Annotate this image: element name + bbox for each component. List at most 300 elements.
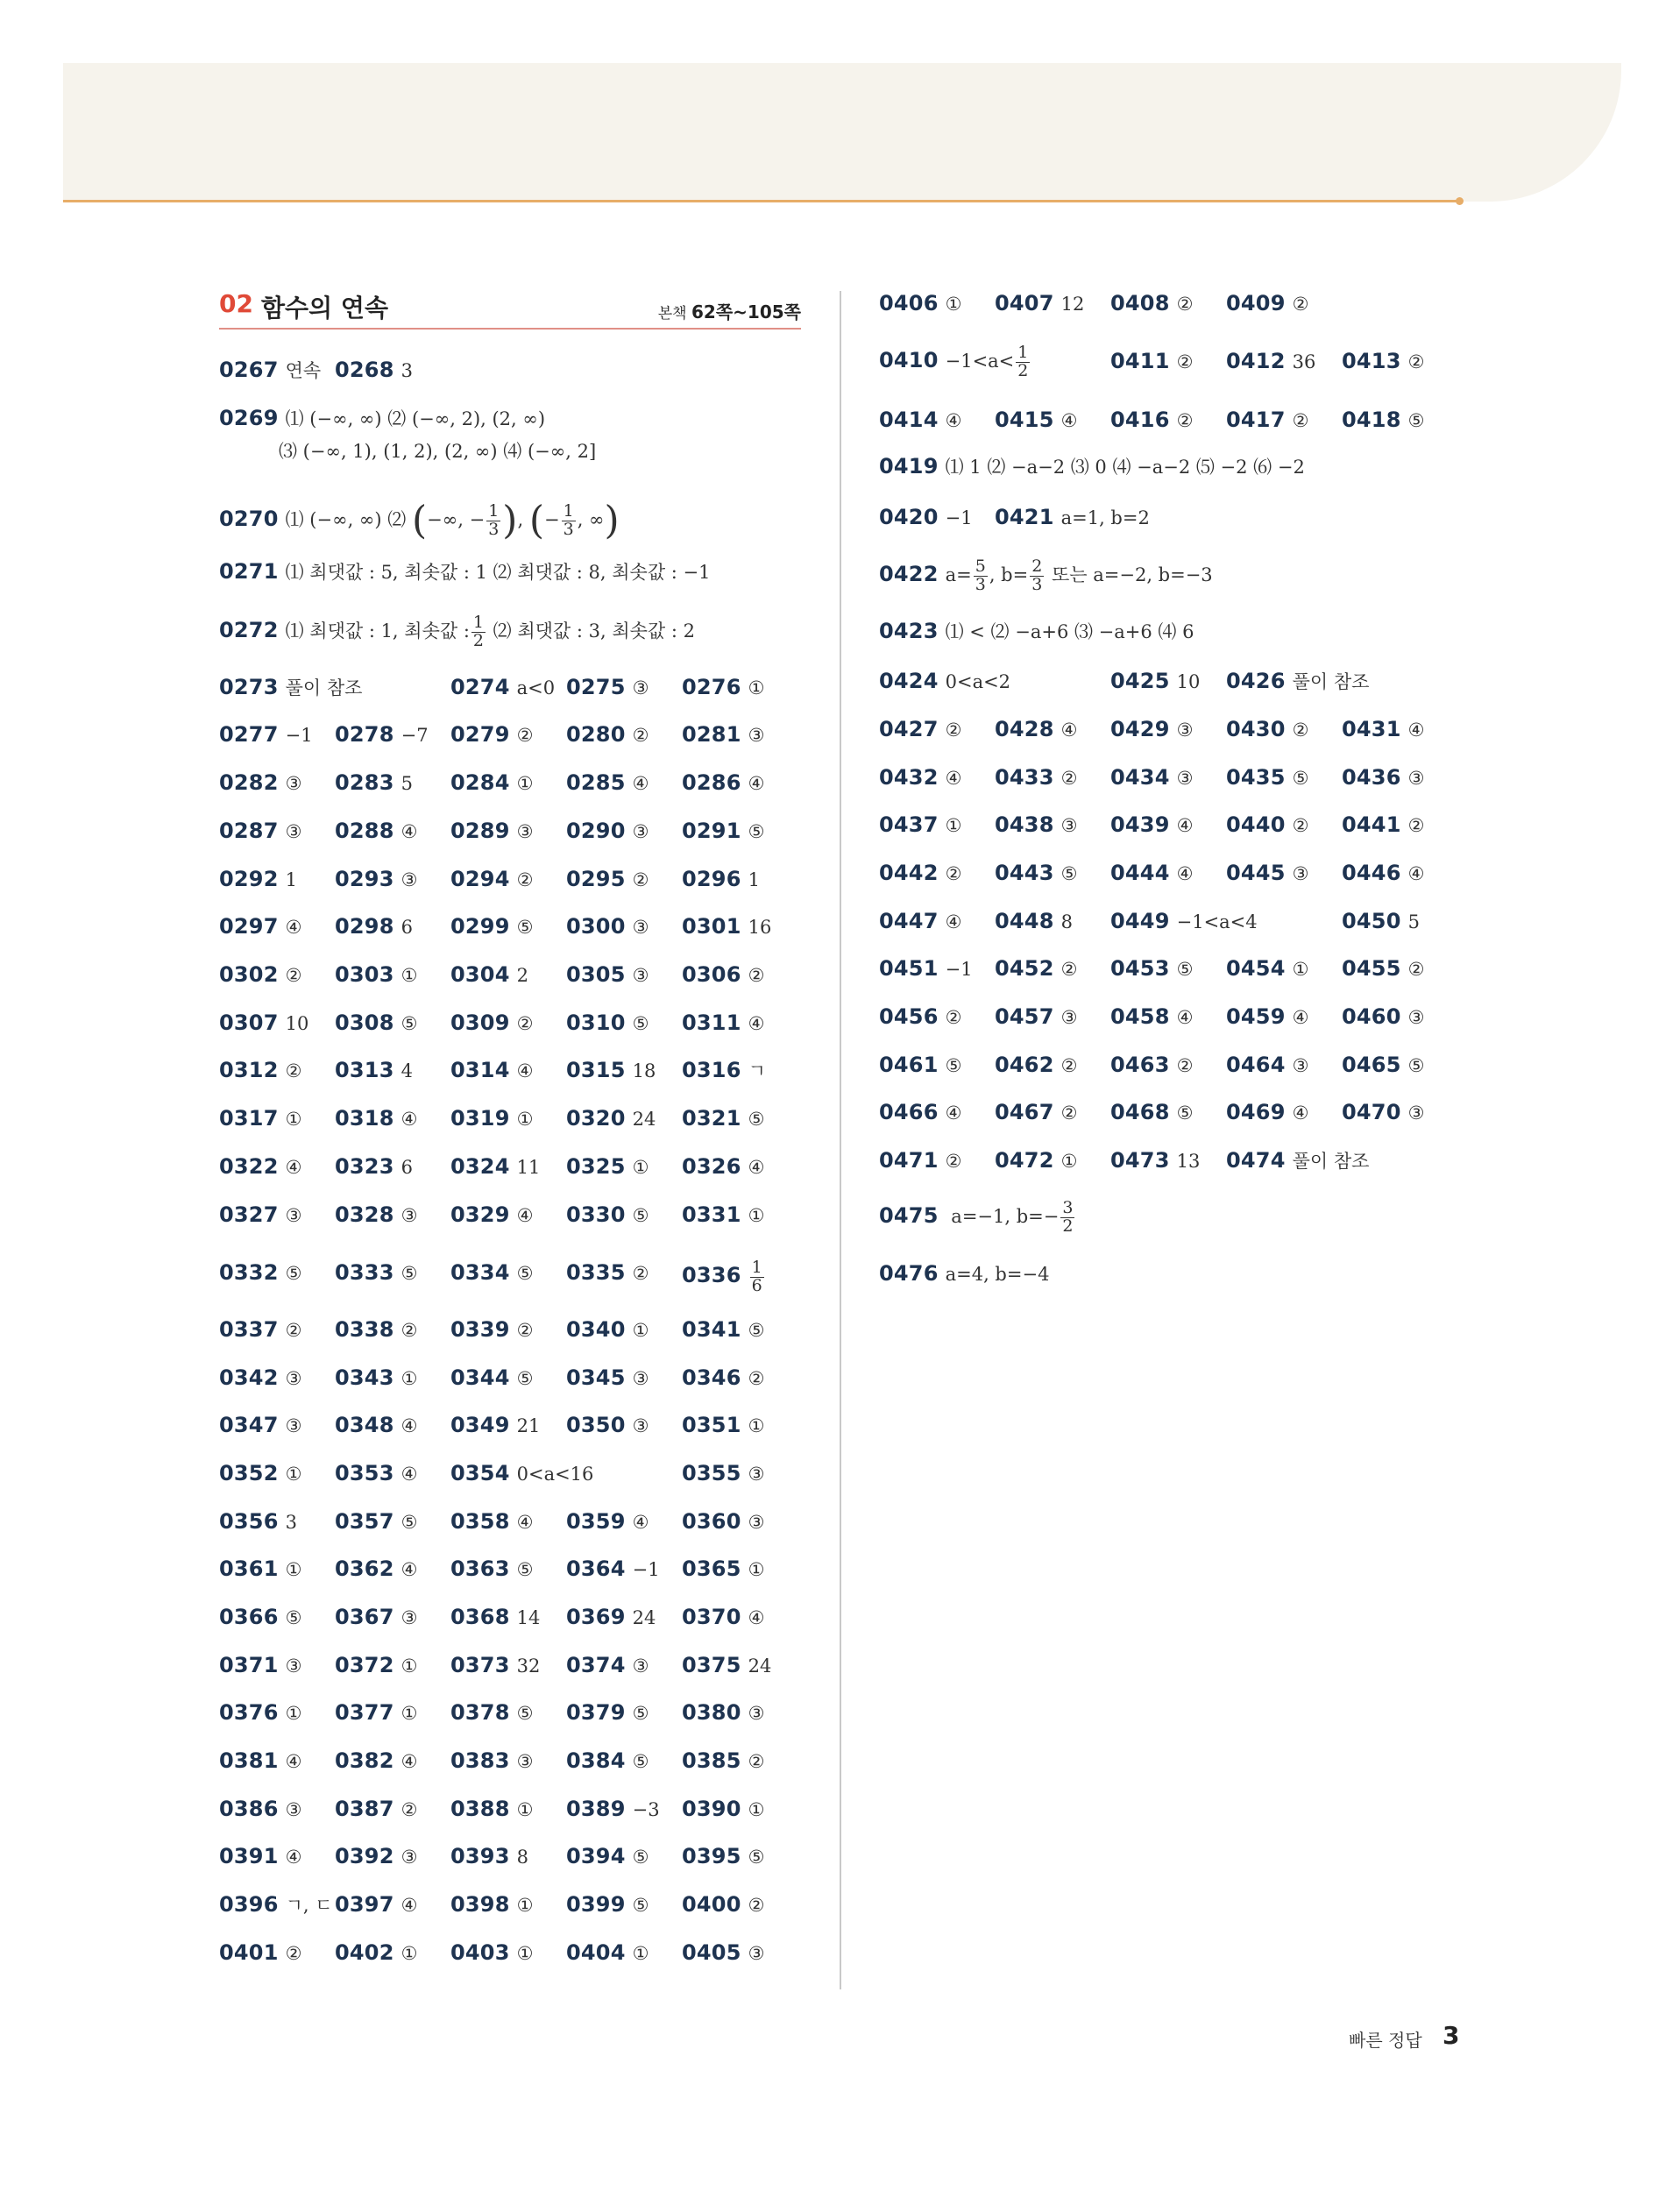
answer-entry [682,1511,764,1532]
answer-text: 3 [285,1512,297,1533]
answer-entry [335,820,417,841]
answer-entry [1226,1102,1308,1123]
problem-number: 0458 [1110,1004,1170,1029]
problem-number: 0355 [682,1461,741,1485]
answer-text: −1 [945,959,973,980]
fraction [562,503,576,539]
answer-text: ① [632,1157,649,1178]
answer-text: −1 [285,725,313,746]
problem-number: 0413 [1342,349,1401,373]
answer-entry [1110,719,1193,740]
column-divider [840,291,841,1989]
answer-entry [682,916,771,937]
close-paren-glyph: ) [604,498,620,543]
answer-text: ⑤ [945,1055,962,1076]
answer-entry-0336 [682,1253,766,1298]
open-paren-glyph: ( [411,498,428,543]
answer-text: 풀이 참조 [1292,671,1370,692]
problem-number: 0354 [450,1461,510,1485]
section-ref-prefix: 본책 [657,305,687,323]
answer-entry [682,1894,764,1915]
answer-text: ④ [748,773,765,794]
answer-text: ④ [945,1103,962,1124]
answer-entry [1110,409,1193,430]
answer-entry [879,293,961,314]
interval-part-a: −∞, − [427,509,486,530]
answer-entry [219,869,297,890]
answer-text: ② [1060,1103,1078,1124]
problem-number: 0307 [219,1010,279,1035]
answer-text: ⑤ [516,1263,534,1284]
problem-number: 0409 [1226,291,1286,316]
answer-entry [682,724,764,745]
problem-number: 0423 [879,619,939,643]
problem-number: 0345 [566,1365,626,1390]
answer-entry [879,767,961,788]
answer-text: 24 [632,1607,656,1628]
answer-entry [335,1846,417,1867]
answer-text: ② [1060,1055,1078,1076]
denominator: 2 [1017,361,1029,380]
problem-number: 0285 [566,770,626,795]
problem-number: 0379 [566,1700,626,1725]
answer-entry [995,409,1077,430]
answer-text: ① [285,1109,302,1130]
problem-number: 0394 [566,1844,626,1868]
answer-entry [335,1558,417,1579]
answer-text: ③ [285,1415,302,1436]
problem-number: 0313 [335,1058,394,1082]
answer-entry [995,862,1077,883]
answer-entry [566,820,649,841]
answer-entry [450,1702,533,1723]
problem-number: 0457 [995,1004,1054,1029]
answer-entry [879,1150,961,1171]
problem-number: 0426 [1226,669,1286,693]
answer-entry [566,724,649,745]
answer-entry [219,1204,301,1225]
problem-number: 0352 [219,1461,279,1485]
answer-entry [682,1108,764,1129]
answer-text: ① [632,1943,649,1964]
answer-entry [450,1558,533,1579]
answer-text: ① [401,965,418,986]
problem-number: 0434 [1110,765,1170,790]
answer-entry [219,1319,301,1340]
problem-number: 0452 [995,956,1054,981]
problem-number: 0465 [1342,1053,1401,1077]
answer-entry [1226,814,1308,835]
answer-text-part1: a= [945,564,972,585]
answer-text: ① [401,1943,418,1964]
answer-entry [450,1367,533,1388]
problem-number: 0387 [335,1797,394,1821]
answer-text: −7 [401,725,429,746]
problem-number: 0273 [219,675,279,699]
answer-entry [682,1798,764,1819]
problem-number: 0317 [219,1106,279,1131]
problem-number: 0470 [1342,1100,1401,1124]
problem-number: 0435 [1226,765,1286,790]
problem-number: 0362 [335,1556,394,1581]
answer-entry [682,1606,764,1627]
answer-text: ③ [1176,768,1194,789]
answer-entry [219,1558,301,1579]
problem-number: 0318 [335,1106,394,1131]
answer-text: ② [1407,815,1425,836]
answer-text: ② [632,869,649,890]
problem-number: 0400 [682,1892,741,1917]
problem-number: 0440 [1226,812,1286,837]
answer-entry [995,958,1077,979]
answer-text: ④ [1060,720,1078,741]
answer-text: ⑤ [285,1263,302,1284]
answer-text: ② [1176,1055,1194,1076]
answer-entry [879,814,961,835]
answer-text: 13 [1176,1151,1201,1172]
problem-number: 0445 [1226,861,1286,885]
answer-text: ① [516,1799,534,1820]
answer-text: 10 [1176,671,1201,692]
answer-text: 8 [516,1847,528,1868]
problem-number: 0340 [566,1317,626,1342]
answer-entry [219,1846,301,1867]
problem-number: 0299 [450,914,510,939]
answer-text: ⑤ [632,1847,649,1868]
answer-entry [682,677,764,698]
problem-number: 0283 [335,770,394,795]
interval-part-h: , ∞ [577,509,605,530]
problem-number: 0407 [995,291,1054,316]
problem-number: 0327 [219,1202,279,1227]
answer-text: ⑴ < ⑵ −a+6 ⑶ −a+6 ⑷ 6 [945,621,1194,642]
answer-text: ② [1176,410,1194,431]
answer-entry [879,1006,961,1027]
answer-entry [219,724,313,745]
answer-entry-0422 [879,552,1213,597]
answer-text: ⑤ [1407,1055,1425,1076]
answer-text: ④ [401,1559,418,1580]
answer-entry [566,1798,660,1819]
answer-text: 21 [516,1415,541,1436]
answer-entry [450,1156,540,1177]
answer-entry-0410 [879,338,1031,383]
answer-entry [995,1102,1077,1123]
header-band [63,63,1621,202]
problem-number: 0330 [566,1202,626,1227]
answer-entry [566,772,649,793]
problem-number: 0277 [219,722,279,747]
problem-number: 0421 [995,505,1054,529]
problem-number: 0291 [682,819,741,843]
answer-text: ① [945,815,962,836]
answer-entry [1342,719,1424,740]
answer-text: ① [945,294,962,315]
problem-number: 0419 [879,454,939,479]
answer-text: ④ [285,1751,302,1772]
answer-text-part1: ⑴ 최댓값 : 1, 최솟값 : [285,620,470,642]
answer-text: ③ [285,1368,302,1389]
answer-entry [879,1102,961,1123]
answer-text: a=−1, b=− [951,1206,1060,1227]
problem-number: 0332 [219,1260,279,1285]
answer-text: 2 [516,965,528,986]
answer-entry [219,964,301,985]
answer-text: ① [516,1109,534,1130]
answer-text: ⑤ [516,1703,534,1724]
answer-text: ② [748,1368,765,1389]
answer-text: ⑤ [516,1368,534,1389]
answer-text: ① [401,1368,418,1389]
problem-number: 0377 [335,1700,394,1725]
answer-text: ① [401,1703,418,1724]
answer-text: ④ [945,410,962,431]
answer-text: ④ [1176,863,1194,884]
problem-number: 0294 [450,867,510,891]
answer-text: ② [285,1060,302,1081]
answer-text: 11 [516,1157,541,1178]
fraction [1030,558,1044,594]
answer-text: ② [1292,410,1309,431]
answer-entry [1342,1006,1424,1027]
problem-number: 0382 [335,1748,394,1773]
answer-text: ④ [1407,863,1425,884]
problem-number: 0281 [682,722,741,747]
answer-entry [682,1702,764,1723]
answer-entry [219,359,321,380]
problem-number: 0292 [219,867,279,891]
answer-text: ② [945,1007,962,1028]
answer-text: 36 [1292,351,1316,372]
problem-number: 0347 [219,1413,279,1437]
answer-text: ③ [401,869,418,890]
footer-label: 빠른 정답 [1349,2030,1422,2051]
close-paren-glyph: ) [502,498,518,543]
problem-number: 0416 [1110,408,1170,432]
problem-number: 0334 [450,1260,510,1285]
fraction [1060,1200,1074,1236]
answer-entry [335,1060,413,1081]
answer-text: ⑤ [632,1013,649,1034]
answer-entry [335,1108,417,1129]
problem-number: 0351 [682,1413,741,1437]
answer-text: ① [748,677,765,698]
fraction [486,503,500,539]
problem-number: 0471 [879,1148,939,1173]
problem-number: 0408 [1110,291,1170,316]
answer-text: ② [516,869,534,890]
answer-text: ⑤ [516,1559,534,1580]
answer-text: 6 [401,917,413,938]
answer-entry [566,1702,649,1723]
problem-number: 0392 [335,1844,394,1868]
answer-text: ④ [945,911,962,932]
answer-entry [566,1060,656,1081]
answer-text: ② [516,725,534,746]
problem-number: 0341 [682,1317,741,1342]
answer-text: ④ [285,1157,302,1178]
answer-text: ③ [285,1799,302,1820]
answer-text: ④ [285,1847,302,1868]
fraction [750,1259,764,1295]
problem-number: 0463 [1110,1053,1170,1077]
answer-entry [219,1894,333,1915]
section-ref-range: 62쪽~105쪽 [691,301,801,323]
answer-entry [335,1798,417,1819]
problem-number: 0295 [566,867,626,891]
answer-entry [566,1156,649,1177]
problem-number: 0321 [682,1106,741,1131]
answer-entry [682,1463,764,1484]
problem-number: 0429 [1110,717,1170,741]
answer-text: −1<a< [945,351,1015,372]
answer-entry [335,1606,417,1627]
problem-number: 0398 [450,1892,510,1917]
answer-text: 18 [632,1060,656,1081]
problem-number: 0289 [450,819,510,843]
problem-number: 0339 [450,1317,510,1342]
answer-entry [566,916,649,937]
problem-number: 0316 [682,1058,741,1082]
header-rule-dot [1456,197,1464,205]
problem-number: 0393 [450,1844,510,1868]
problem-number: 0401 [219,1940,279,1965]
answer-text: ② [632,725,649,746]
answer-text: −3 [632,1799,660,1820]
answer-entry [450,1894,533,1915]
problem-number: 0311 [682,1010,741,1035]
answer-entry [1110,911,1258,932]
answer-text: ③ [1060,815,1078,836]
answer-text: ③ [1060,1007,1078,1028]
answer-entry [566,1367,649,1388]
problem-number: 0405 [682,1940,741,1965]
answer-entry [1226,351,1315,372]
answer-entry [219,1463,301,1484]
answer-text: ④ [632,1512,649,1533]
answer-text: 14 [516,1607,541,1628]
problem-number: 0353 [335,1461,394,1485]
answer-text: ① [516,1943,534,1964]
answer-text: ⑤ [632,1205,649,1226]
answer-entry [450,724,533,745]
problem-number: 0323 [335,1154,394,1179]
answer-text: ③ [285,821,302,842]
answer-text: ③ [632,1415,649,1436]
answer-entry [450,1108,533,1129]
answer-entry [1110,1006,1193,1027]
answer-text: ① [748,1559,765,1580]
section-title: 함수의 연속 [261,294,388,323]
answer-entry [1226,1054,1308,1075]
problem-number: 0417 [1226,408,1286,432]
answer-text: ④ [1292,1103,1309,1124]
answer-entry [1226,670,1369,691]
problem-number: 0348 [335,1413,394,1437]
answer-text: ③ [401,1847,418,1868]
answer-entry [335,869,417,890]
denominator: 3 [975,575,986,594]
problem-number: 0412 [1226,349,1286,373]
answer-text: ③ [1292,1055,1309,1076]
denominator: 6 [751,1276,762,1295]
problem-number: 0364 [566,1556,626,1581]
answer-text: 4 [401,1060,413,1081]
problem-number: 0473 [1110,1148,1170,1173]
denominator: 3 [1031,575,1043,594]
answer-text: ⑤ [1407,410,1425,431]
answer-text: 0<a<2 [945,671,1011,692]
problem-number: 0437 [879,812,939,837]
answer-text: ② [285,1320,302,1341]
answer-entry [682,869,760,890]
problem-number: 0469 [1226,1100,1286,1124]
answer-text: ④ [1060,410,1078,431]
problem-number: 0310 [566,1010,626,1035]
answer-text: ③ [285,1205,302,1226]
answer-entry [1110,958,1193,979]
answer-text: ③ [1176,720,1194,741]
answer-entry [995,1150,1077,1171]
problem-number: 0438 [995,812,1054,837]
problem-number: 0441 [1342,812,1401,837]
problem-number: 0270 [219,507,279,531]
answer-text: ⑤ [1060,863,1078,884]
answer-entry [450,1060,533,1081]
problem-number: 0420 [879,505,939,529]
problem-number: 0298 [335,914,394,939]
answer-text: ④ [748,1607,765,1628]
answer-text: ④ [401,1751,418,1772]
problem-number: 0468 [1110,1100,1170,1124]
answer-text: ④ [516,1512,534,1533]
answer-entry [566,1846,649,1867]
answer-entry [1226,958,1308,979]
answer-text: ③ [632,677,649,698]
problem-number: 0474 [1226,1148,1286,1173]
answer-text: ③ [748,1703,765,1724]
answer-entry [1342,862,1424,883]
answer-entry-0475 [879,1194,1076,1238]
denominator: 3 [488,520,500,539]
problem-number: 0337 [219,1317,279,1342]
problem-number: 0328 [335,1202,394,1227]
answer-entry-0271 [219,561,711,582]
problem-number: 0346 [682,1365,741,1390]
answer-entry [219,1798,301,1819]
answer-entry [995,814,1077,835]
answer-text: ② [516,1320,534,1341]
answer-entry [450,869,533,890]
answer-entry-0269-line2: ⑶ (−∞, 1), (1, 2), (2, ∞) ⑷ (−∞, 2] [279,441,597,462]
answer-entry [450,1319,533,1340]
answer-entry [335,1942,417,1963]
answer-entry [450,1511,533,1532]
answer-text: ⑤ [285,1607,302,1628]
answer-entry-0269 [219,408,545,429]
answer-entry [682,1942,764,1963]
answer-text: ① [516,773,534,794]
problem-number: 0451 [879,956,939,981]
numerator: 1 [1017,343,1029,363]
answer-text: ⑤ [748,1109,765,1130]
answer-entry [335,1012,417,1033]
answer-entry [335,916,413,937]
answer-text: ② [1060,768,1078,789]
answer-text: ③ [748,1943,765,1964]
answer-text: ④ [516,1205,534,1226]
minus-sign: − [544,509,560,530]
